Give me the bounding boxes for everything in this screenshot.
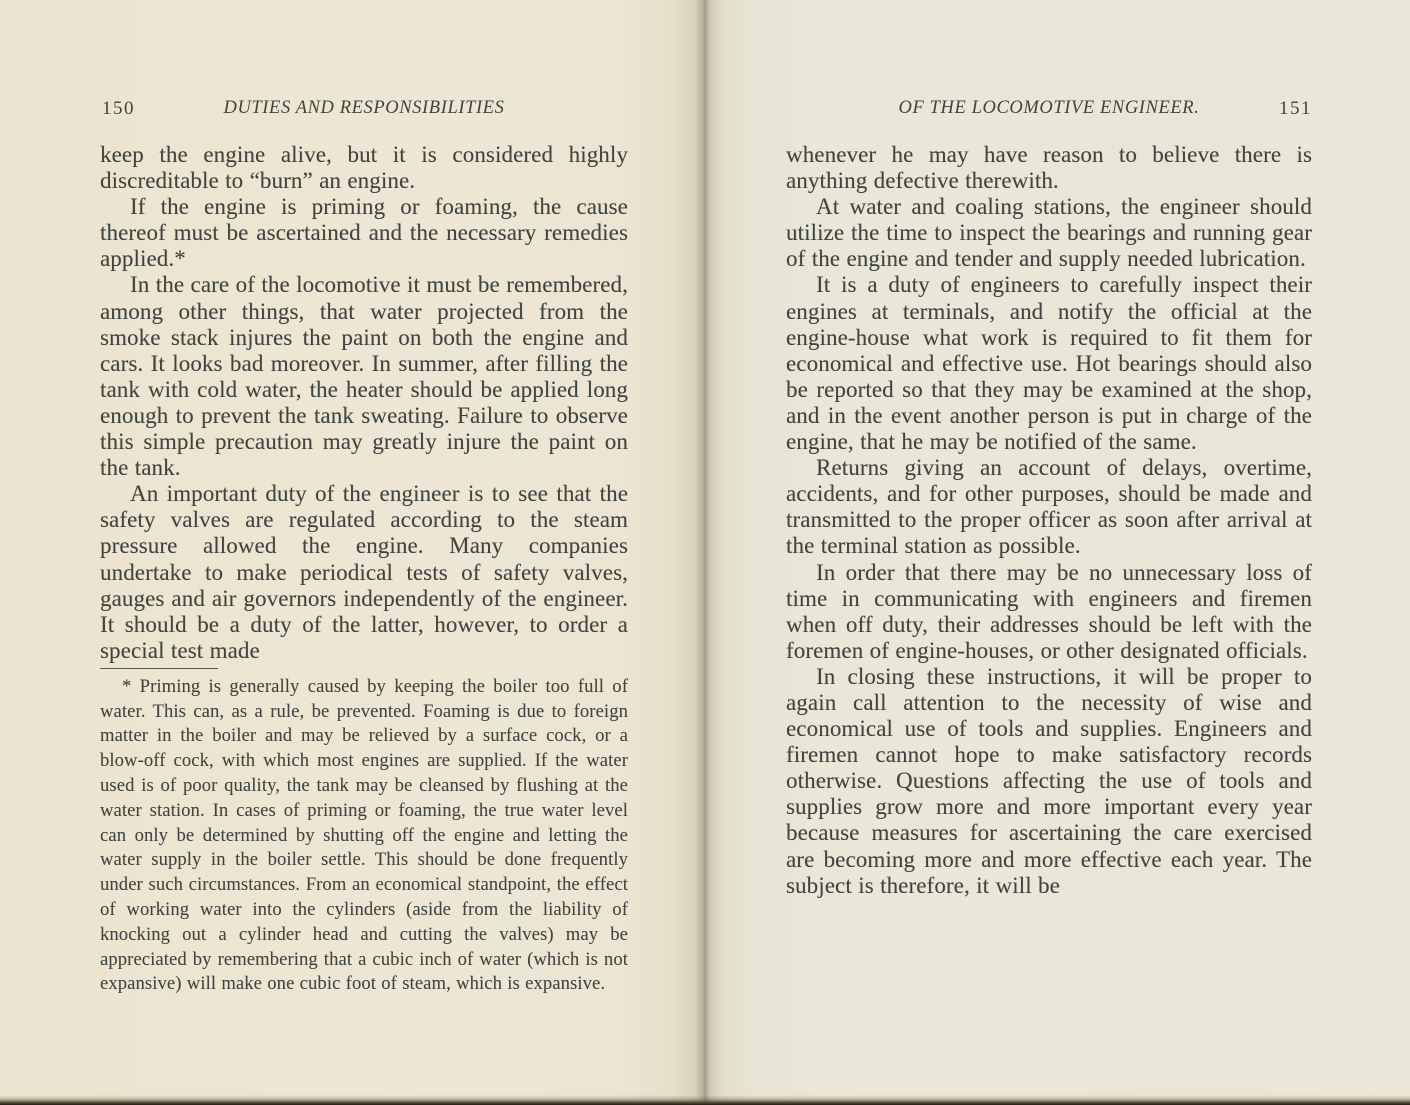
paragraph: keep the engine alive, but it is considered highly discreditable to “burn” an engine. [100, 142, 628, 194]
paragraph: In order that there may be no unnecessary loss of time in communicating with engineers and firemen when off duty, their addresses should be left with the foremen of engine-houses, or other designated officials. [786, 559, 1312, 663]
page-gutter [696, 0, 714, 1105]
running-head-right [786, 98, 1312, 122]
paragraph: It is a duty of engineers to carefully inspect their engines at terminals, and notify the official at the engine-house what work is required to fit them for economical and effective use. Hot bearings should also be reported so that they may be examined at the shop, and in the event another person is put in charge of the engine, that he may be notified of the same. [786, 272, 1312, 455]
footnote: * Priming is generally caused by keeping the boiler too full of water. This can, as a rule, be prevented. Foaming is due to foreign matter in the boiler and may be relieved by a surface cock, or a blow-off cock, with which most engines are supplied. If the water used is of poor quality, the tank may be cleansed by flushing at the water station. In cases of priming or foaming, the true water level can only be determined by shutting off the engine and letting the water supply in the boiler settle. This should be done frequently under such circumstances. From an economical standpoint, the effect of working water into the cylinders (aside from the liability of knocking out a cylinder head and cutting the valves) may be appreciated by remembering that a cubic inch of water (which is not expansive) will make one cubic foot of steam, which is expansive. [100, 675, 628, 995]
page-151 [786, 98, 1312, 899]
paragraph: At water and coaling stations, the engineer should utilize the time to inspect the bearings and running gear of the engine and tender and supply needed lubrication. [786, 194, 1312, 272]
paragraph: whenever he may have reason to believe there is anything defective therewith. [786, 142, 1312, 194]
running-head-left [100, 98, 628, 122]
footnote-rule [100, 668, 218, 669]
paragraph: In closing these instructions, it will be proper to again call attention to the necessity of wise and economical use of tools and supplies. Engineers and firemen cannot hope to make satisfactory records otherwise. Questions affecting the use of tools and supplies grow more and more important every year because measures for ascertaining the care exercised are becoming more and more effective each year. The subject is therefore, it will be [786, 663, 1312, 898]
page-body-left [100, 142, 628, 664]
paragraph: Returns giving an account of delays, overtime, accidents, and for other purposes, should be made and transmitted to the proper officer as soon after arrival at the terminal station as possible. [786, 455, 1312, 559]
running-title-left: DUTIES AND RESPONSIBILITIES [223, 98, 505, 118]
running-title-right: OF THE LOCOMOTIVE ENGINEER. [898, 98, 1200, 118]
page-body-right [786, 142, 1312, 899]
page-number-left: 150 [102, 98, 135, 119]
paragraph: An important duty of the engineer is to see that the safety valves are regulated according to the steam pressure allowed the engine. Many companies undertake to make periodical tests of safety valves, gauges and air governors independently of the engineer. It should be a duty of the latter, however, to order a special test made [100, 481, 628, 663]
page-number-right: 151 [1279, 98, 1312, 119]
paragraph: In the care of the locomotive it must be remembered, among other things, that water projected from the smoke stack injures the paint on both the engine and cars. It looks bad moreover. In summer, after filling the tank with cold water, the heater should be applied long enough to prevent the tank sweating. Failure to observe this simple precaution may greatly injure the paint on the tank. [100, 272, 628, 481]
paragraph: If the engine is priming or foaming, the cause thereof must be ascertained and the necessary remedies applied.* [100, 194, 628, 272]
photo-bottom-edge [0, 1095, 1410, 1105]
page-150 [100, 98, 628, 997]
